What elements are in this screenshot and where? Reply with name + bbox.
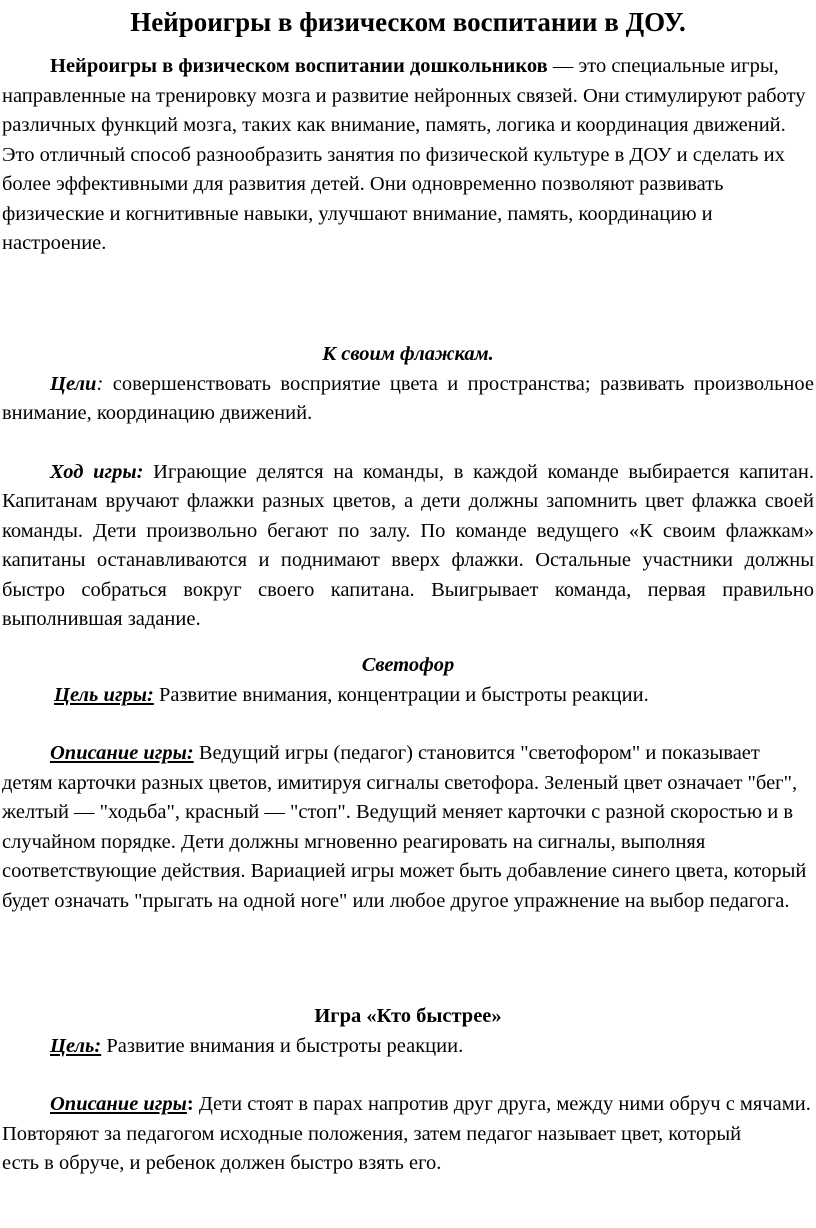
game2-description: [0, 739, 816, 916]
game2-goal-label: Цель игры:: [54, 683, 154, 706]
game3-description: Описание игры: Дети стоят в парах напротив друг друга, между ними обруч с мячами.: [50, 1093, 811, 1115]
page-title: Нейроигры в физическом воспитании в ДОУ.: [130, 7, 686, 37]
game1-course: [0, 458, 816, 635]
intro-text: — это специальные игры, направленные на тренировку мозга и развитие нейронных связей. Они стимулируют работу различных функций мозга, таких как внимание, память, логика и координация движений. Это отличный способ разнообразить занятия по физической культуре в ДОУ и сделать их более эффективными для развития детей. Они одновременно позволяют развивать физические и когнитивные навыки, улучшают внимание, память, координацию и настроение.: [2, 55, 806, 254]
game2-goal: [0, 681, 816, 711]
game3-goal-text: Развитие внимания и быстроты реакции.: [101, 1034, 464, 1057]
intro-paragraph: [0, 52, 816, 259]
game3-heading: Игра «Кто быстрее»: [314, 1005, 502, 1027]
game3-goal-label: Цель:: [50, 1034, 102, 1057]
game2-desc-text: Ведущий игры (педагог) становится "светофором" и показывает детям карточки разных цветов, имитируя сигналы светофора. Зеленый цвет означает "бег", желтый — "ходьба", красный — "стоп". Ведущий меняет карточки с разной скоростью и в случайном порядке. Дети должны мгновенно реагировать на сигналы, выполняя соответствующие действия. Вариацией игры может быть добавление синего цвета, который будет означать "прыгать на одной ноге" или любое другое упражнение на выбор педагога.: [2, 742, 807, 912]
intro-bold-term: Нейроигры в физическом воспитании дошкольников: [50, 55, 548, 77]
game3-desc-text: Дети стоят в парах напротив друг друга, между ними обруч с мячами.: [193, 1093, 811, 1115]
game2-goal-text: Развитие внимания, концентрации и быстроты реакции.: [153, 683, 649, 706]
game1-course-label: Ход игры:: [50, 460, 144, 483]
game3-goal: [0, 1032, 816, 1062]
game3-line2: Повторяют за педагогом исходные положения, затем педагог называет цвет, который: [2, 1122, 742, 1145]
game2-section: [0, 651, 816, 916]
game3-section: [0, 1002, 816, 1179]
game1-goals: Цели: совершенствовать восприятие цвета и пространства; развивать произвольное внимание, координацию движений.: [2, 372, 814, 424]
game2-heading: Светофор: [361, 654, 455, 676]
game1-goals-label: Цели: [50, 372, 97, 395]
game3-line3: есть в обруче, и ребенок должен быстро взять его.: [2, 1152, 442, 1174]
game1-goals-text: совершенствовать восприятие цвета и пространства; развивать произвольное внимание, координацию движений.: [2, 372, 814, 424]
game1-course-text: Играющие делятся на команды, в каждой команде выбирается капитан. Капитанам вручают флажки разных цветов, а дети должны запомнить цвет флажка своей команды. Дети произвольно бегают по залу. По команде ведущего «К своим флажкам» капитаны останавливаются и поднимают вверх флажки. Остальные участники должны быстро собраться вокруг своего капитана. Выигрывает команда, первая правильно выполнившая задание.: [2, 460, 814, 630]
intro-section: [0, 52, 816, 259]
game1-section: [0, 340, 816, 635]
game1-heading: К своим флажкам.: [322, 343, 494, 365]
game3-desc-label: Описание игры: [50, 1093, 187, 1115]
game2-desc-label: Описание игры:: [50, 742, 194, 764]
